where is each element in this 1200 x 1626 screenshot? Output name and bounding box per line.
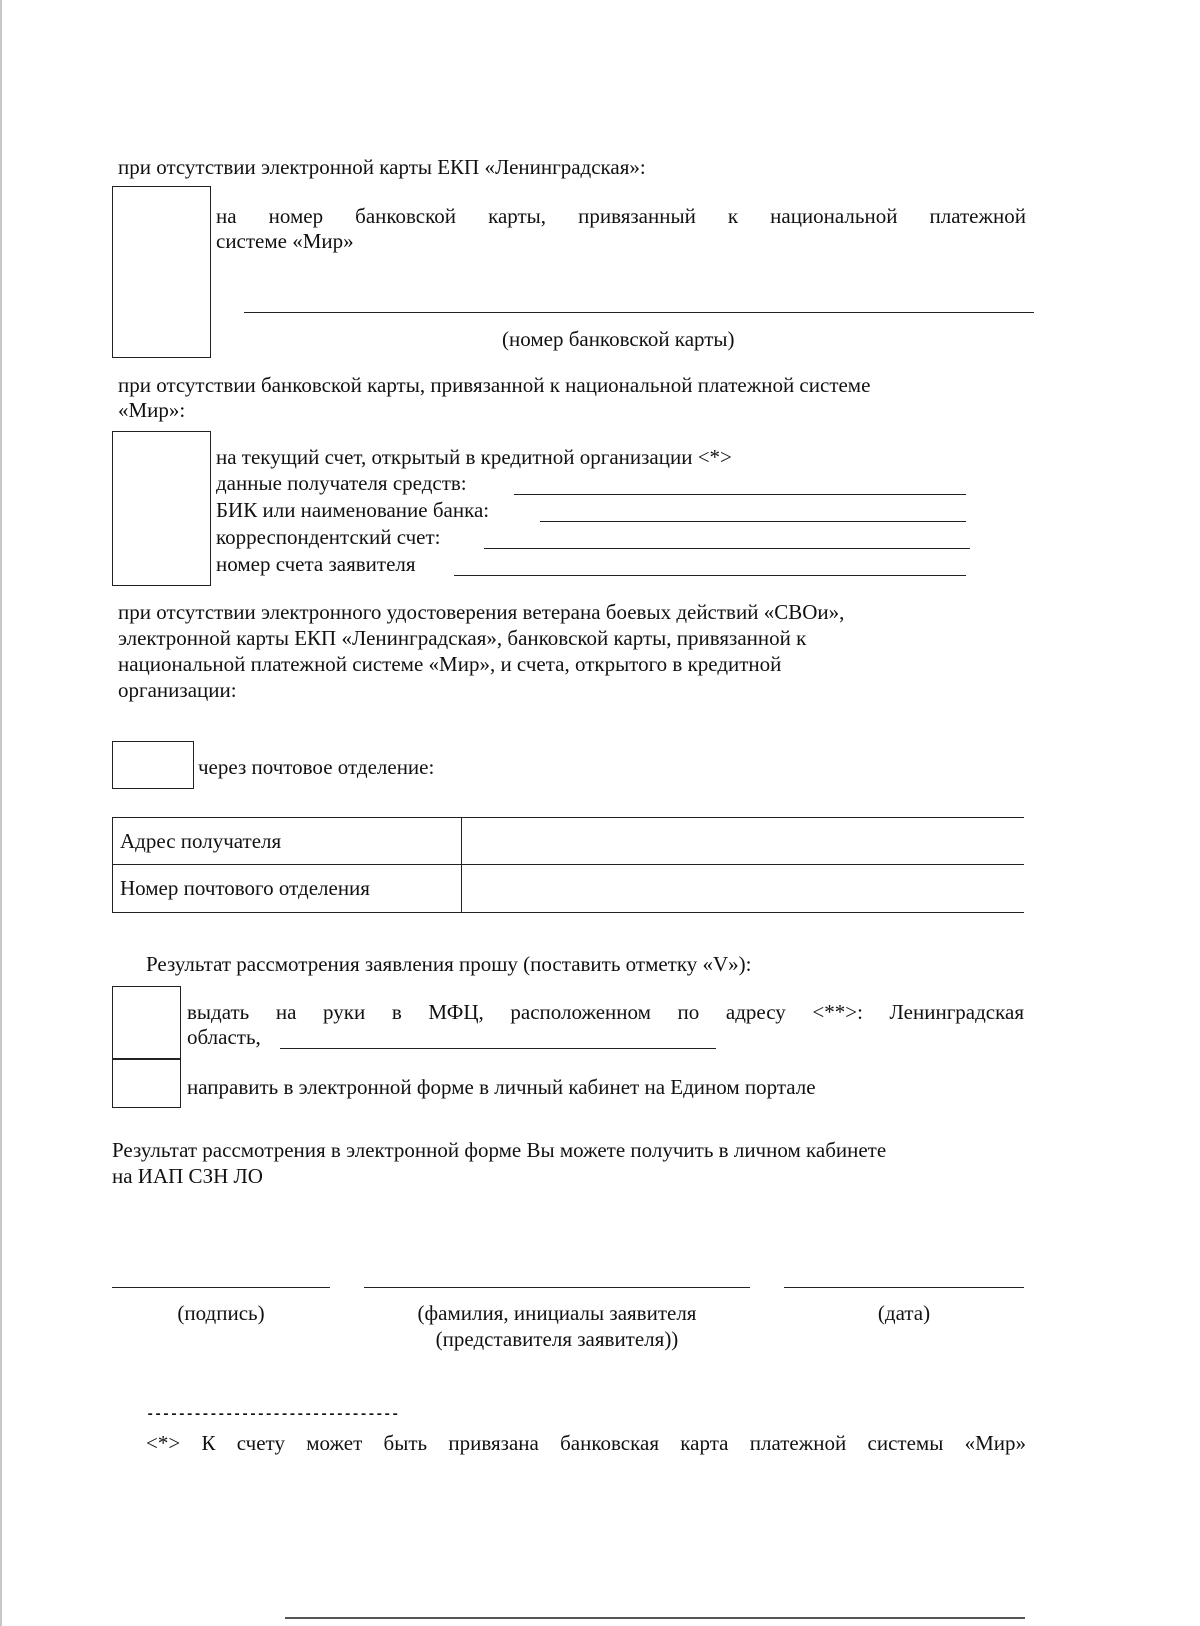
result-note-line1: Результат рассмотрения в электронной форме Вы можете получить в личном кабинете — [112, 1138, 887, 1162]
name-caption-line1: (фамилия, инициалы заявителя — [417, 1301, 697, 1325]
checkbox-current-account[interactable] — [112, 431, 211, 586]
card-number-caption: (номер банковской карты) — [502, 327, 735, 351]
checkbox-issue-at-mfc[interactable] — [112, 986, 181, 1060]
option-current-account: на текущий счет, открытый в кредитной организации <*> — [216, 445, 732, 469]
name-line[interactable] — [364, 1287, 750, 1288]
post-table-label-post-office-number: Номер почтового отделения — [120, 876, 370, 900]
scan-bottom-edge — [285, 1617, 1025, 1619]
field-label-bik: БИК или наименование банка: — [216, 498, 490, 522]
post-table-input-post-office-number[interactable] — [470, 875, 1015, 901]
result-note-line2: на ИАП СЗН ЛО — [112, 1164, 263, 1188]
field-input-recipient[interactable] — [514, 494, 966, 495]
post-table-column-divider — [461, 817, 462, 913]
section-heading-card-absent: при отсутствии электронной карты ЕКП «Ленинградская»: — [118, 155, 646, 179]
checkbox-bank-card[interactable] — [112, 186, 211, 358]
name-caption-line2: (представителя заявителя)) — [435, 1327, 679, 1351]
post-table-label-address: Адрес получателя — [120, 829, 282, 853]
result-heading: Результат рассмотрения заявления прошу (поставить отметку «V»): — [146, 952, 752, 976]
post-table-left-border — [112, 817, 113, 913]
checkbox-send-to-portal[interactable] — [112, 1058, 181, 1108]
footnote-text: <*> К счету может быть привязана банковская карта платежной системы «Мир» — [146, 1431, 1026, 1455]
signature-line[interactable] — [112, 1287, 330, 1288]
date-caption: (дата) — [877, 1301, 931, 1325]
date-line[interactable] — [784, 1287, 1024, 1288]
section-all-absent-line3: национальной платежной системе «Мир», и счета, открытого в кредитной — [118, 652, 782, 676]
option-bank-card-line1: на номер банковской карты, привязанный к национальной платежной — [216, 204, 1026, 228]
signature-caption: (подпись) — [177, 1301, 265, 1325]
option-send-to-portal: направить в электронной форме в личный кабинет на Едином портале — [187, 1075, 816, 1099]
card-number-input-line[interactable] — [244, 312, 1034, 313]
option-issue-at-mfc-line2: область, — [187, 1025, 261, 1049]
field-input-bik[interactable] — [540, 521, 966, 522]
mfc-address-input-line[interactable] — [280, 1048, 716, 1049]
post-table-input-address[interactable] — [470, 828, 1015, 854]
option-post-office: через почтовое отделение: — [198, 755, 435, 779]
field-label-corr-account: корреспондентский счет: — [216, 525, 441, 549]
section-all-absent-line4: организации: — [118, 678, 237, 702]
post-table-mid-border — [112, 864, 1024, 865]
section-all-absent-line2: электронной карты ЕКП «Ленинградская», банковской карты, привязанной к — [118, 626, 807, 650]
field-label-recipient: данные получателя средств: — [216, 471, 467, 495]
section-heading-bank-card-absent-line1: при отсутствии банковской карты, привязанной к национальной платежной системе — [118, 373, 871, 397]
option-issue-at-mfc-line1: выдать на руки в МФЦ, расположенном по адресу <**>: Ленинградская — [187, 1000, 1024, 1024]
field-input-account-number[interactable] — [454, 575, 966, 576]
section-heading-bank-card-absent-line2: «Мир»: — [118, 398, 186, 422]
section-all-absent-line1: при отсутствии электронного удостоверения ветерана боевых действий «СВОи», — [118, 600, 845, 624]
post-table-top-border — [112, 817, 1024, 818]
field-input-corr-account[interactable] — [484, 548, 970, 549]
option-bank-card-line2: системе «Мир» — [216, 229, 354, 253]
footnote-separator: -------------------------------- — [146, 1407, 399, 1423]
post-table-bottom-border — [112, 912, 1024, 913]
field-label-account-number: номер счета заявителя — [216, 552, 416, 576]
checkbox-post-office[interactable] — [112, 741, 194, 789]
scan-edge — [0, 0, 2, 1626]
